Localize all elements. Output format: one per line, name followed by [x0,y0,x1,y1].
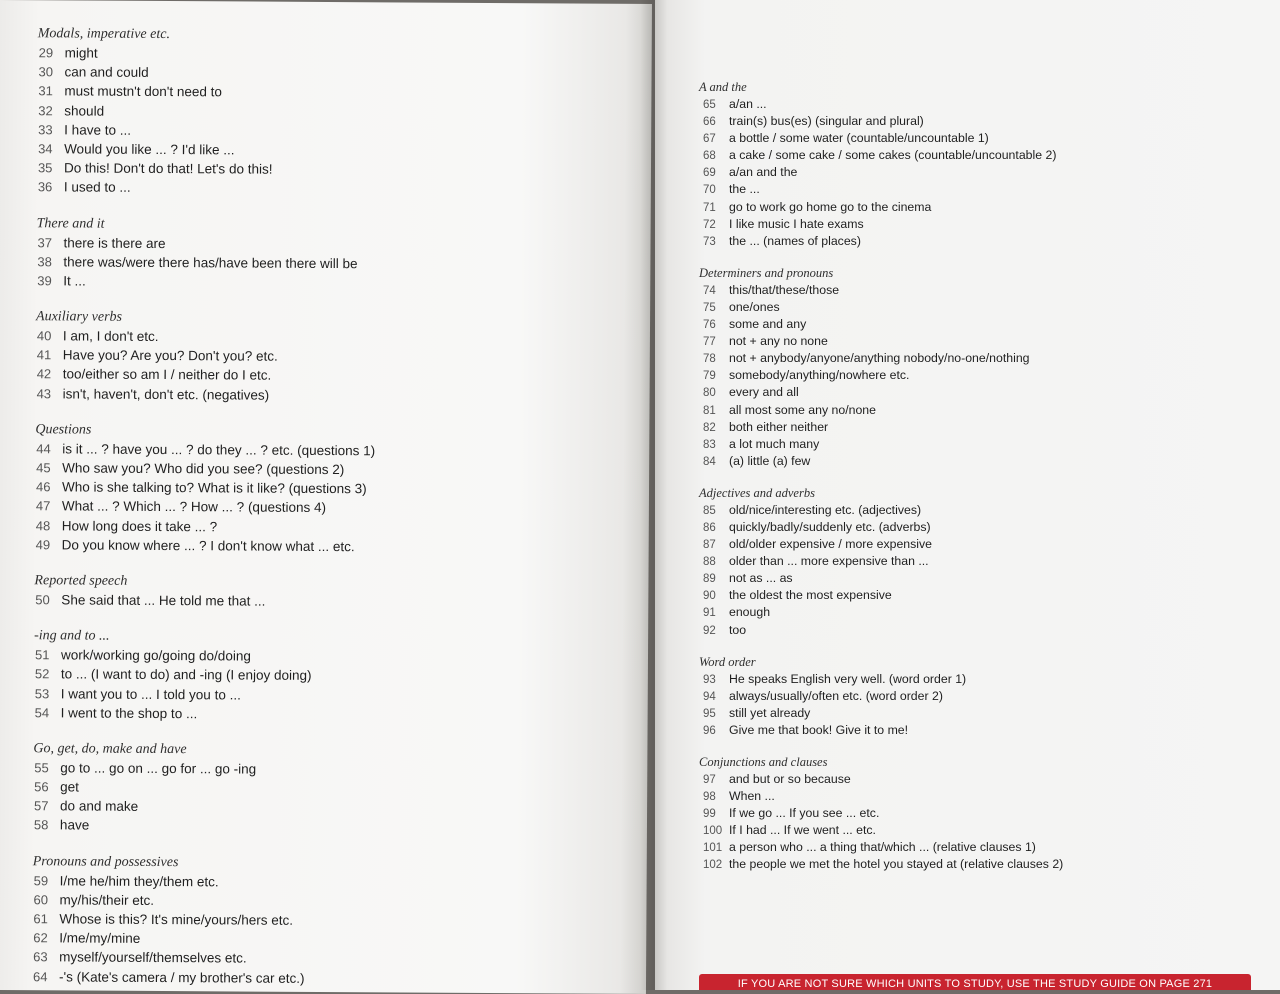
unit-entry[interactable] [699,199,1259,216]
right-page [655,0,1280,990]
unit-title: can and could [64,64,149,81]
unit-number: 49 [35,536,51,553]
unit-entry[interactable] [699,622,1259,639]
unit-number: 96 [703,724,716,737]
unit-title: older than ... more expensive than ... [729,554,929,569]
unit-entry[interactable] [699,822,1259,839]
unit-number: 99 [703,808,716,821]
contents-section [36,307,637,406]
section-gap [699,470,1259,485]
unit-entry[interactable] [699,350,1259,367]
unit-number: 47 [35,498,51,514]
unit-title: I am, I don't etc. [62,328,159,345]
unit-entry[interactable] [699,96,1259,113]
unit-number: 97 [703,774,716,786]
unit-title: old/older expensive / more expensive [729,537,933,552]
section-title: Pronouns and possessives [32,853,179,870]
unit-title: I have to ... [64,122,132,138]
unit-number: 48 [35,517,51,533]
unit-number: 58 [33,817,49,833]
section-title: There and it [36,215,105,232]
unit-number: 36 [37,179,53,195]
study-guide-banner: IF YOU ARE NOT SURE WHICH UNITS TO STUDY, USE THE STUDY GUIDE ON PAGE 271 [699,974,1251,990]
section-title: Modals, imperative etc. [37,26,171,43]
unit-entry[interactable] [699,771,1259,788]
unit-number: 92 [703,624,716,637]
unit-number: 66 [703,116,716,129]
unit-title: -'s (Kate's camera / my brother's car etc.) [58,968,305,986]
unit-title: Do this! Don't do that! Let's do this! [63,160,273,177]
unit-title: not as ... as [729,571,793,586]
contents-section [36,214,636,294]
unit-number: 102 [703,859,723,872]
unit-number: 89 [703,573,716,586]
unit-title: I like music I hate exams [729,216,864,231]
unit-entry[interactable] [699,181,1259,198]
unit-title: there was/were there has/have been there will be [63,254,358,271]
unit-title: my/his/their etc. [59,892,155,908]
contents-section [699,265,1259,470]
unit-entry[interactable] [699,519,1259,536]
unit-title: a/an and the [729,165,798,180]
unit-entry[interactable] [699,502,1259,519]
unit-number: 93 [703,673,716,686]
unit-entry[interactable] [699,805,1259,822]
unit-entry[interactable] [35,535,635,558]
unit-title: a lot much many [729,436,820,451]
unit-title: If I had ... If we went ... etc. [729,823,876,838]
unit-number: 87 [703,539,716,552]
unit-title: should [64,102,105,119]
unit-title: too/either so am I / neither do I etc. [62,366,272,384]
unit-number: 60 [33,892,49,908]
section-title: A and the [699,80,747,94]
unit-number: 34 [38,141,53,157]
unit-title: not + anybody/anyone/anything nobody/no-one/nothing [729,351,1030,366]
unit-title: old/nice/interesting etc. (adjectives) [729,502,922,517]
unit-number: 98 [703,791,716,804]
unit-entry[interactable] [699,130,1259,147]
section-gap [699,739,1259,754]
unit-title: the ... (names of places) [729,233,861,248]
unit-number: 64 [32,968,48,984]
unit-number: 46 [35,479,51,495]
unit-number: 88 [703,556,716,569]
contents-section [34,571,634,613]
unit-entry[interactable] [699,705,1259,722]
unit-entry[interactable] [34,590,634,613]
unit-title: still yet already [729,705,811,720]
unit-number: 100 [703,825,723,838]
right-contents-column [699,79,1259,874]
unit-title: I want you to ... I told you to ... [60,685,241,702]
contents-section [699,79,1259,250]
unit-entry[interactable] [699,453,1259,470]
unit-number: 86 [703,521,716,534]
unit-number: 31 [38,83,53,99]
unit-number: 37 [37,234,53,250]
unit-entry[interactable] [699,147,1259,164]
unit-number: 77 [703,336,716,349]
unit-number: 50 [35,592,50,608]
unit-number: 94 [703,690,716,703]
contents-section [699,754,1259,874]
unit-entry[interactable] [699,553,1259,570]
unit-title: the people we met the hotel you stayed at (relative clauses 2) [729,857,1064,872]
unit-title: Give me that book! Give it to me! [729,722,909,737]
unit-number: 54 [34,704,50,721]
unit-number: 81 [703,404,716,417]
unit-number: 79 [703,370,716,383]
unit-entry[interactable] [34,703,634,726]
unit-entry[interactable] [36,252,636,275]
unit-number: 30 [38,64,54,80]
unit-entry[interactable] [699,536,1259,553]
unit-title: always/usually/often etc. (word order 2) [729,688,943,703]
unit-number: 83 [703,438,716,451]
unit-title: a cake / some cake / some cakes (countable/uncountable 2) [729,148,1057,163]
unit-entry[interactable] [699,384,1259,401]
unit-title: every and all [729,385,799,400]
unit-title: the oldest the most expensive [729,588,892,603]
unit-number: 55 [34,760,49,776]
section-title: Go, get, do, make and have [33,741,187,758]
unit-number: 42 [36,366,52,382]
unit-entry[interactable] [699,367,1259,384]
unit-title: go to work go home go to the cinema [729,199,932,214]
unit-number: 71 [703,201,716,214]
unit-number: 78 [703,353,716,366]
unit-entry[interactable] [699,164,1259,181]
unit-title: this/that/these/those [729,282,840,297]
contents-section [35,420,636,558]
unit-title: isn't, haven't, don't etc. (negatives) [62,386,270,403]
unit-number: 90 [703,590,716,603]
unit-title: Whose is this? It's mine/yours/hers etc. [59,911,294,928]
unit-number: 85 [703,504,716,517]
unit-title: too [729,622,747,637]
unit-title: work/working go/going do/doing [60,647,251,664]
contents-section [699,654,1259,739]
section-title: Reported speech [34,573,128,589]
unit-number: 63 [33,949,48,965]
unit-title: a bottle / some water (countable/uncountable 1) [729,131,989,146]
section-title: Auxiliary verbs [36,309,123,325]
unit-number: 44 [36,441,51,457]
unit-number: 43 [36,385,52,401]
section-title: Word order [699,654,756,669]
unit-title: a/an ... [729,97,767,111]
unit-number: 68 [703,150,716,163]
unit-title: all most some any no/none [729,402,876,417]
contents-section [33,739,634,838]
unit-number: 62 [33,930,48,946]
unit-entry[interactable] [699,788,1259,805]
unit-title: not + any no none [729,334,828,349]
unit-title: the ... [729,182,760,197]
unit-number: 76 [703,319,716,332]
unit-number: 39 [37,273,52,289]
unit-entry[interactable] [33,758,633,781]
unit-number: 32 [38,102,53,118]
unit-entry[interactable] [32,967,632,990]
unit-title: How long does it take ... ? [61,517,218,534]
unit-number: 41 [36,347,52,363]
unit-title: quickly/badly/suddenly etc. (adverbs) [729,519,931,534]
unit-title: I/me he/him they/them etc. [59,873,219,889]
unit-entry[interactable] [33,796,633,819]
unit-entry[interactable] [37,82,637,105]
contents-section [34,626,635,725]
unit-number: 35 [37,160,53,176]
unit-number: 73 [703,235,716,248]
unit-entry[interactable] [699,282,1259,299]
contents-section [37,24,638,200]
unit-number: 101 [703,842,723,855]
unit-number: 38 [37,253,52,270]
unit-title: What ... ? Which ... ? How ... ? (questions 4) [61,498,327,516]
unit-title: She said that ... He told me that ... [61,592,266,609]
unit-title: train(s) bus(es) (singular and plural) [729,114,924,129]
unit-title: When ... [729,789,775,804]
unit-title: Have you? Are you? Don't you? etc. [62,347,278,364]
unit-title: Would you like ... ? I'd like ... [64,141,235,158]
unit-title: one/ones [729,299,780,314]
unit-number: 75 [703,301,716,314]
unit-title: He speaks English very well. (word order 1) [729,671,967,686]
unit-number: 61 [33,911,48,927]
unit-number: 70 [703,184,716,197]
unit-title: both either neither [729,419,829,434]
unit-entry[interactable] [699,587,1259,604]
unit-title: Who is she talking to? What is it like? (questions 3) [61,479,367,497]
unit-entry[interactable] [699,402,1259,419]
unit-number: 74 [703,284,716,297]
unit-title: there is there are [63,234,166,251]
unit-entry[interactable] [699,722,1259,739]
section-title: Adjectives and adverbs [699,485,815,500]
unit-number: 82 [703,421,716,434]
section-gap [699,250,1259,265]
unit-entry[interactable] [699,671,1259,688]
unit-number: 33 [38,121,53,138]
unit-title: go to ... go on ... go for ... go -ing [60,760,257,777]
unit-title: enough [729,605,771,620]
unit-title: I used to ... [63,179,131,196]
unit-number: 65 [703,99,716,111]
unit-title: If we go ... If you see ... etc. [729,806,880,821]
section-title: Questions [35,422,92,438]
unit-number: 84 [703,455,716,468]
unit-number: 56 [34,779,49,795]
section-title: Conjunctions and clauses [699,755,828,769]
unit-title: have [59,817,90,833]
unit-title: is it ... ? have you ... ? do they ... ? etc. (questions 1) [62,441,376,459]
unit-number: 69 [703,167,716,180]
unit-number: 59 [33,872,49,888]
unit-number: 51 [34,647,50,663]
unit-title: get [60,779,80,795]
unit-entry[interactable] [699,299,1259,316]
unit-title: Do you know where ... ? I don't know what ... etc. [61,537,355,554]
unit-entry[interactable] [699,856,1259,873]
unit-number: 91 [703,607,716,620]
unit-entry[interactable] [36,384,636,407]
unit-number: 40 [36,328,52,344]
contents-section [32,852,633,990]
unit-entry[interactable] [37,178,637,201]
unit-title: must mustn't don't need to [64,83,222,100]
unit-title: a person who ... a thing that/which ... (relative clauses 1) [729,840,1036,855]
unit-entry[interactable] [699,333,1259,350]
unit-title: I/me/my/mine [59,930,141,947]
unit-number: 67 [703,133,716,146]
unit-number: 29 [38,45,54,61]
unit-title: It ... [63,273,86,289]
unit-title: some and any [729,317,807,332]
unit-title: Who saw you? Who did you see? (questions 2) [62,460,345,478]
section-title: Determiners and pronouns [699,265,834,280]
unit-title: do and make [60,798,139,815]
contents-section [699,485,1259,639]
unit-title: might [64,45,98,61]
section-gap [699,639,1259,654]
unit-title: to ... (I want to do) and -ing (I enjoy doing) [60,666,312,684]
unit-entry[interactable] [699,233,1259,250]
unit-number: 52 [34,666,50,682]
section-title: -ing and to ... [34,628,110,644]
unit-number: 72 [703,218,716,231]
unit-number: 80 [703,387,716,400]
unit-entry[interactable] [699,839,1259,856]
unit-entry[interactable] [699,216,1259,233]
unit-number: 45 [36,460,51,476]
unit-entry[interactable] [699,419,1259,436]
unit-title: (a) little (a) few [729,453,811,468]
unit-entry[interactable] [699,316,1259,333]
unit-entry[interactable] [699,570,1259,587]
unit-number: 57 [34,798,49,814]
unit-title: somebody/anything/nowhere etc. [729,368,910,383]
unit-title: myself/yourself/themselves etc. [59,949,247,966]
unit-title: and but or so because [729,772,851,786]
unit-entry[interactable] [699,604,1259,621]
unit-entry[interactable] [699,113,1259,130]
unit-number: 95 [703,707,716,720]
left-contents-column [32,24,638,989]
unit-entry[interactable] [699,436,1259,453]
unit-entry[interactable] [699,688,1259,705]
unit-number: 53 [34,685,50,701]
unit-title: I went to the shop to ... [60,705,198,721]
